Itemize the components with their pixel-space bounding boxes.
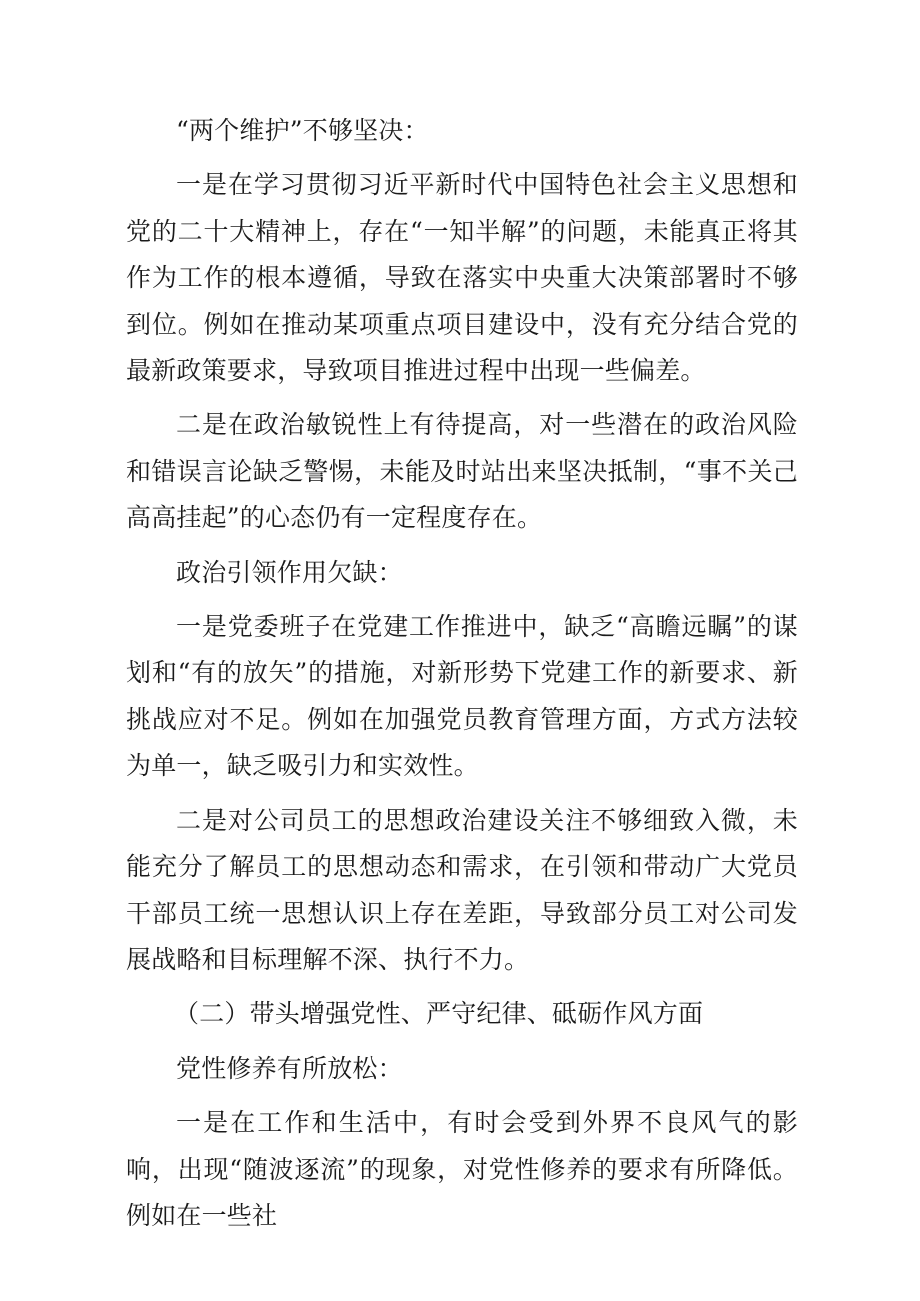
paragraph: 一是在工作和生活中，有时会受到外界不良风气的影响，出现“随波逐流”的现象，对党性修养的要求有所降低。例如在一些社: [126, 1108, 798, 1230]
subheading-party-spirit: 党性修养有所放松：: [176, 1053, 403, 1083]
paragraph: 一是党委班子在党建工作推进中，缺乏“高瞻远瞩”的谋划和“有的放矢”的措施，对新形势下党建工作的新要求、新挑战应对不足。例如在加强党员教育管理方面，方式方法较为单一，缺乏吸引力和实效性。: [126, 612, 798, 781]
subheading-two-maintains: “两个维护”不够坚决：: [176, 116, 429, 145]
subheading-political-leadership: 政治引领作用欠缺：: [176, 557, 403, 587]
section-heading: （二）带头增强党性、严守纪律、砥砺作风方面: [174, 999, 704, 1029]
paragraph: 一是在学习贯彻习近平新时代中国特色社会主义思想和党的二十大精神上，存在“一知半解”的问题，未能真正将其作为工作的根本遵循，导致在落实中央重大决策部署时不够到位。例如在推动某项重点项目建设中，没有充分结合党的最新政策要求，导致项目推进过程中出现一些偏差。: [126, 170, 798, 386]
paragraph: 二是对公司员工的思想政治建设关注不够细致入微，未能充分了解员工的思想动态和需求，在引领和带动广大党员干部员工统一思想认识上存在差距，导致部分员工对公司发展战略和目标理解不深、执行不力。: [126, 805, 798, 974]
paragraph: 二是在政治敏锐性上有待提高，对一些潜在的政治风险和错误言论缺乏警惕，未能及时站出来坚决抵制，“事不关己高高挂起”的心态仍有一定程度存在。: [126, 410, 798, 533]
document-body: [126, 108, 798, 1239]
